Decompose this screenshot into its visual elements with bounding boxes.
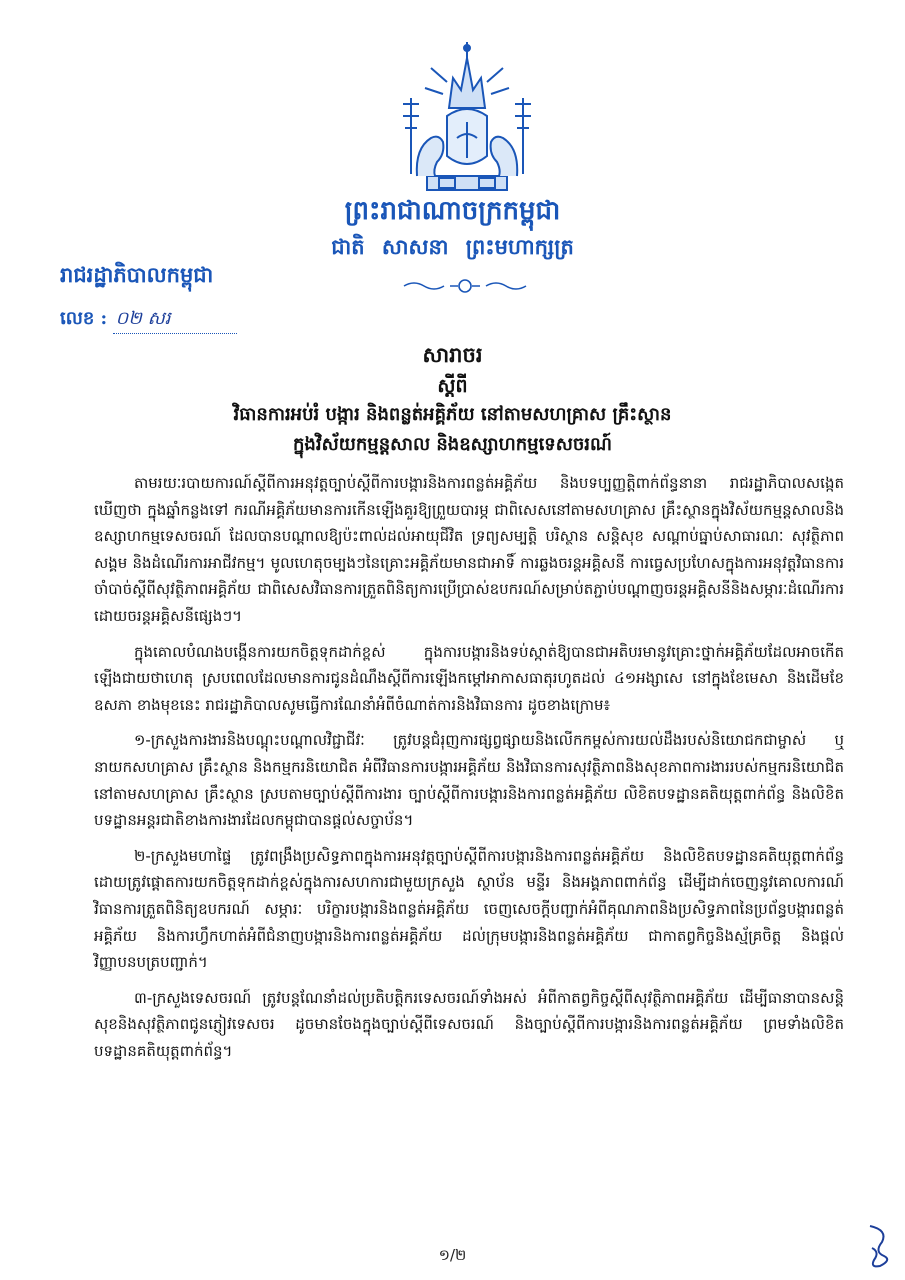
kingdom-name: ព្រះរាជាណាចក្រកម្ពុជា [344,196,561,226]
body-paragraph: តាមរយៈរបាយការណ៍ស្ដីពីការអនុវត្តច្បាប់ស្ដីពីការបង្ការនិងការពន្លត់អគ្គិភ័យ និងបទប្បញ្ញត្តិពាក់ព័ន្ធនានា រាជរដ្ឋាភិបាលសង្កេតឃើញថា ក្នុងឆ្នាំកន្លងទៅ ករណីអគ្គិភ័យមានការកើនឡើងគួរឱ្យព្រួយបារម្ភ ជាពិសេសនៅតាមសហគ្រាស គ្រឹះស្ថានក្នុងវិស័យកម្មន្តសាលនិងឧស្សាហកម្មទេសចរណ៍ ដែលបានបណ្ដាលឱ្យប៉ះពាល់ដល់អាយុជីវិត ទ្រព្យសម្បត្តិ បរិស្ថាន សន្តិសុខ សណ្ដាប់ធ្នាប់សាធារណៈ សុវត្ថិភាពសង្គម និងដំណើរការអាជីវកម្ម។ មូលហេតុចម្បងៗនៃគ្រោះអគ្គិភ័យមានជាអាទិ៍ ការឆ្លងចរន្តអគ្គិសនី ការធ្វេសប្រហែសក្នុងការអនុវត្តវិធានការចាំបាច់ស្ដីពីសុវត្ថិភាពអគ្គិភ័យ ជាពិសេសវិធានការត្រួតពិនិត្យការប្រើប្រាស់ឧបករណ៍សម្រាប់តភ្ជាប់បណ្ដាញចរន្តអគ្គិសនីនិងសម្ភារៈដំណើរការដោយចរន្តអគ្គិសនីផ្សេងៗ។ [94,474,844,625]
issuing-authority: រាជរដ្ឋាភិបាលកម្ពុជា [60,262,214,287]
document-body [94,470,844,1073]
reference-number [60,306,237,334]
document-type: សារាចរ [422,342,483,367]
document-about: ស្ដីពី [437,375,468,397]
reference-value: ០២ សរ [113,306,237,334]
body-paragraph: ក្នុងគោលបំណងបង្កើនការយកចិត្តទុកដាក់ខ្ពស់ ក្នុងការបង្ការនិងទប់ស្កាត់ឱ្យបានជាអតិបរមានូវគ្រោះថ្នាក់អគ្គិភ័យដែលអាចកើតឡើងជាយថាហេតុ ស្របពេលដែលមានការជូនដំណឹងស្ដីពីការឡើងកម្ដៅអាកាសធាតុរហូតដល់ ៤១អង្សាសេ នៅក្នុងខែមេសា និងដើមខែឧសភា ខាងមុខនេះ រាជរដ្ឋាភិបាលសូមធ្វើការណែនាំអំពីចំណាត់ការនិងវិធានការ ដូចខាងក្រោម៖ [94,642,844,714]
body-paragraph: ៣-ក្រសួងទេសចរណ៍ ត្រូវបន្តណែនាំដល់ប្រតិបត្តិករទេសចរណ៍ទាំងអស់ អំពីកាតព្វកិច្ចស្ដីពីសុវត្ថិភាពអគ្គិភ័យ ដើម្បីធានាបានសន្តិសុខនិងសុវត្ថិភាពជូនភ្ញៀវទេសចរ ដូចមានចែងក្នុងច្បាប់ស្ដីពីទេសចរណ៍ និងច្បាប់ស្ដីពីការបង្ការនិងការពន្លត់អគ្គិភ័យ ព្រមទាំងលិខិតបទដ្ឋានគតិយុត្តពាក់ព័ន្ធ។ [94,988,844,1060]
document-title-line-2: ក្នុងវិស័យកម្មន្តសាល និងឧស្សាហកម្មទេសចរណ៍ [293,434,612,455]
reference-label: លេខ : [60,308,108,329]
body-paragraph: ១-ក្រសួងការងារនិងបណ្ដុះបណ្ដាលវិជ្ជាជីវៈ ត្រូវបន្តជំរុញការផ្សព្វផ្សាយនិងលើកកម្ពស់ការយល់ដឹងរបស់និយោជកជាម្ចាស់ ឬនាយកសហគ្រាស គ្រឹះស្ថាន និងកម្មករនិយោជិត អំពីវិធានការបង្ការអគ្គិភ័យ និងវិធានការសុវត្ថិភាពនិងសុខភាពការងាររបស់កម្មករនិយោជិតនៅតាមសហគ្រាស គ្រឹះស្ថាន ស្របតាមច្បាប់ស្ដីពីការងារ ច្បាប់ស្ដីពីការបង្ការនិងការពន្លត់អគ្គិភ័យ លិខិតបទដ្ឋានគតិយុត្តពាក់ព័ន្ធ និងលិខិតបទដ្ឋានអន្តរជាតិខាងការងារដែលកម្ពុជាបានផ្ដល់សច្ចាប័ន។ [94,731,844,830]
handwritten-initial-icon [862,1222,896,1270]
page-number: ១/២ [438,1246,467,1264]
decorative-divider-icon [400,276,530,296]
body-paragraph: ២-ក្រសួងមហាផ្ទៃ ត្រូវពង្រឹងប្រសិទ្ធភាពក្នុងការអនុវត្តច្បាប់ស្ដីពីការបង្ការនិងការពន្លត់អគ្គិភ័យ និងលិខិតបទដ្ឋានគតិយុត្តពាក់ព័ន្ធ ដោយត្រូវផ្ដោតការយកចិត្តទុកដាក់ខ្ពស់ក្នុងការសហការជាមួយក្រសួង ស្ថាប័ន មន្ទីរ និងអង្គភាពពាក់ព័ន្ធ ដើម្បីដាក់ចេញនូវគោលការណ៍ វិធានការត្រួតពិនិត្យឧបករណ៍ សម្ភារៈ បរិក្ខារបង្ការនិងពន្លត់អគ្គិភ័យ ចេញសេចក្ដីបញ្ជាក់អំពីគុណភាពនិងប្រសិទ្ធភាពនៃប្រព័ន្ធបង្ការពន្លត់អគ្គិភ័យ និងការហ្វឹកហាត់អំពីជំនាញបង្ការនិងការពន្លត់អគ្គិភ័យ ដល់ក្រុមបង្ការនិងពន្លត់អគ្គិភ័យ ជាកាតព្វកិច្ចនិងស្ម័គ្រចិត្ត និងផ្ដល់វិញ្ញាបនបត្របញ្ជាក់។ [94,846,844,972]
royal-coat-of-arms-icon [387,38,547,198]
document-title-line-1: វិធានការអប់រំ បង្ការ និងពន្លត់អគ្គិភ័យ នៅតាមសហគ្រាស គ្រឹះស្ថាន [233,404,672,425]
national-motto: ជាតិ សាសនា ព្រះមហាក្សត្រ [331,234,574,259]
